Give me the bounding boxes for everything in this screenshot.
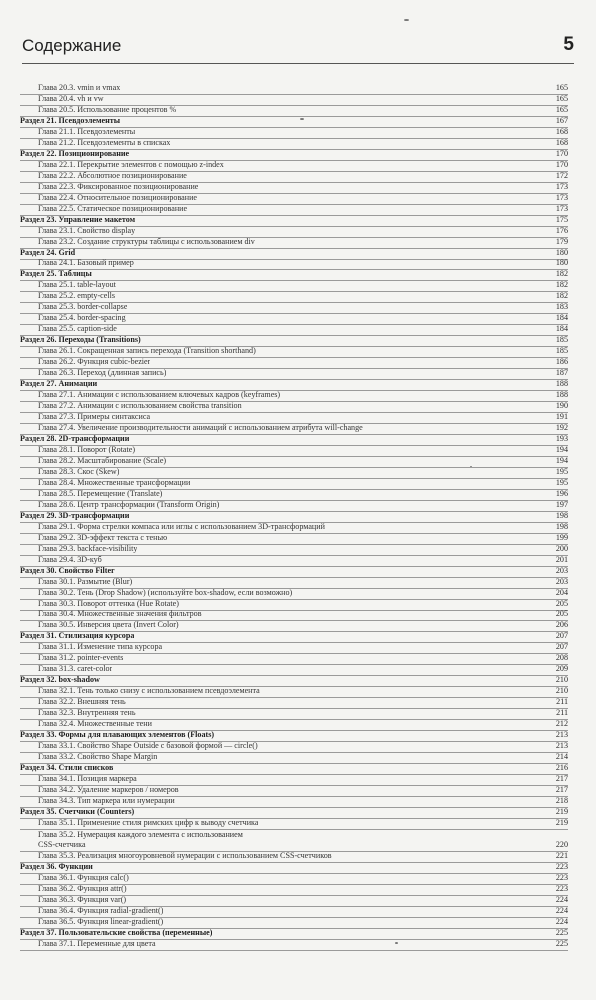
- toc-entry-title: Глава 21.1. Псевдоэлементы: [38, 126, 136, 136]
- toc-entry-title: Глава 25.5. caption-side: [38, 324, 117, 334]
- toc-page-number: 168: [555, 137, 568, 147]
- toc-entry-title: Раздел 25. Таблицы: [20, 269, 92, 279]
- toc-page-number: 201: [555, 554, 568, 564]
- toc-page-number: 224: [555, 916, 568, 926]
- toc-page-number: 207: [555, 631, 568, 641]
- header-divider: [22, 63, 574, 64]
- toc-page-number: 182: [555, 269, 568, 279]
- toc-entry-title: Глава 30.5. Инверсия цвета (Invert Color): [38, 620, 179, 630]
- toc-entry-title: Глава 28.3. Скос (Skew): [38, 466, 120, 476]
- toc-page-number: 185: [555, 346, 568, 356]
- toc-entry-title: Глава 36.1. Функция calc(): [38, 872, 129, 882]
- toc-entry-title: Глава 22.2. Абсолютное позиционирование: [38, 170, 187, 180]
- toc-entry-title: Глава 29.3. backface-visibility: [38, 543, 138, 553]
- toc-page-number: 165: [555, 82, 568, 92]
- toc-page-number: 210: [555, 686, 568, 696]
- toc-page-number: 216: [555, 763, 568, 773]
- toc-entry-title: Глава 21.2. Псевдоэлементы в списках: [38, 137, 171, 147]
- toc-page-number: 214: [555, 752, 568, 762]
- toc-entry-title: Раздел 37. Пользовательские свойства (переменные): [20, 927, 213, 937]
- toc-entry-title: Глава 37.1. Переменные для цвета: [38, 938, 156, 948]
- toc-entry-title: Глава 25.4. border-spacing: [38, 313, 126, 323]
- toc-page-number: 179: [555, 236, 568, 246]
- toc-entry-title: Глава 31.1. Изменение типа курсора: [38, 642, 163, 652]
- table-of-contents: [20, 84, 568, 951]
- toc-entry-title: Глава 28.1. Поворот (Rotate): [38, 444, 136, 454]
- toc-entry-title: Глава 24.1. Базовый пример: [38, 258, 134, 268]
- toc-entry-title: Глава 30.4. Множественные значения фильтров: [38, 609, 202, 619]
- toc-page-number: 167: [555, 115, 568, 125]
- toc-entry-title: Глава 28.6. Центр трансформации (Transform Origin): [38, 499, 220, 509]
- toc-page-number: 185: [555, 335, 568, 345]
- toc-page-number: 203: [555, 576, 568, 586]
- toc-page-number: 205: [555, 598, 568, 608]
- toc-entry-title: Глава 31.3. caret-color: [38, 664, 113, 674]
- toc-page-number: 170: [555, 159, 568, 169]
- toc-page-number: 183: [555, 302, 568, 312]
- toc-chapter-entry: [20, 830, 568, 841]
- toc-entry-title: Глава 23.1. Свойство display: [38, 225, 136, 235]
- toc-chapter-entry: [20, 852, 568, 863]
- toc-page-number: 199: [555, 532, 568, 542]
- toc-entry-title: Раздел 31. Стилизация курсора: [20, 631, 135, 641]
- toc-page-number: 191: [555, 412, 568, 422]
- toc-page-number: 184: [555, 313, 568, 323]
- toc-page-number: 175: [555, 214, 568, 224]
- toc-page-number: 176: [555, 225, 568, 235]
- toc-entry-title: Глава 29.1. Форма стрелки компаса или иглы с использованием 3D-трансформаций: [38, 521, 325, 531]
- toc-entry-title: Глава 26.2. Функция cubic-bezier: [38, 357, 151, 367]
- toc-page-number: 219: [555, 817, 568, 827]
- toc-entry-title: Глава 33.2. Свойство Shape Margin: [38, 752, 158, 762]
- toc-entry-title: Глава 26.1. Сокращенная запись перехода (Transition shorthand): [38, 346, 256, 356]
- toc-page-number: 195: [555, 466, 568, 476]
- toc-page-number: 219: [555, 806, 568, 816]
- toc-page-number: 182: [555, 291, 568, 301]
- toc-page-number: 225: [555, 938, 568, 948]
- toc-entry-title: Раздел 28. 2D-трансформации: [20, 433, 130, 443]
- toc-entry-title: Глава 20.4. vh и vw: [38, 93, 104, 103]
- toc-page-number: 224: [555, 905, 568, 915]
- toc-page-number: 210: [555, 675, 568, 685]
- toc-chapter-entry: [20, 545, 568, 556]
- toc-entry-title: Глава 30.3. Поворот оттенка (Hue Rotate): [38, 598, 179, 608]
- toc-page-number: 188: [555, 379, 568, 389]
- toc-page-number: 223: [555, 861, 568, 871]
- toc-page-number: 203: [555, 565, 568, 575]
- toc-page-number: 213: [555, 741, 568, 751]
- toc-entry-title: Глава 27.1. Анимации с использованием ключевых кадров (keyframes): [38, 390, 281, 400]
- toc-entry-title: Раздел 27. Анимации: [20, 379, 98, 389]
- toc-page-number: 172: [555, 170, 568, 180]
- toc-entry-title: Глава 30.1. Размытие (Blur): [38, 576, 133, 586]
- toc-page-number: 195: [555, 477, 568, 487]
- toc-page-number: 224: [555, 894, 568, 904]
- toc-page-number: 188: [555, 390, 568, 400]
- toc-entry-title: Глава 34.3. Тип маркера или нумерации: [38, 795, 175, 805]
- page-number: 5: [563, 34, 574, 55]
- toc-page-number: 220: [555, 839, 568, 849]
- toc-page-number: 182: [555, 280, 568, 290]
- toc-chapter-entry: [20, 940, 568, 951]
- toc-entry-title: Глава 32.2. Внешняя тень: [38, 697, 126, 707]
- toc-page-number: 180: [555, 247, 568, 257]
- toc-entry-title: Глава 29.4. 3D-куб: [38, 554, 102, 564]
- scan-speck: [404, 19, 409, 21]
- toc-entry-title: Раздел 33. Формы для плавающих элементов (Floats): [20, 730, 215, 740]
- toc-entry-title: Раздел 23. Управление макетом: [20, 214, 136, 224]
- toc-entry-title: Глава 36.3. Функция var(): [38, 894, 127, 904]
- toc-page-number: 170: [555, 148, 568, 158]
- toc-chapter-entry: [20, 260, 568, 271]
- toc-entry-title: Глава 34.2. Удаление маркеров / номеров: [38, 784, 179, 794]
- toc-entry-title: Глава 22.1. Перекрытие элементов с помощью z-index: [38, 159, 224, 169]
- page-header: [22, 36, 574, 62]
- toc-chapter-entry: [20, 819, 568, 830]
- toc-page-number: 194: [555, 444, 568, 454]
- toc-entry-title: Глава 31.2. pointer-events: [38, 653, 124, 663]
- toc-entry-title: Раздел 30. Свойство Filter: [20, 565, 115, 575]
- toc-entry-title: Глава 28.5. Перемещение (Translate): [38, 488, 163, 498]
- toc-entry-title: Глава 35.2. Нумерация каждого элемента с использованием: [38, 829, 243, 839]
- toc-page-number: 206: [555, 620, 568, 630]
- toc-entry-title: Глава 35.1. Применение стиля римских цифр к выводу счетчика: [38, 817, 259, 827]
- toc-page-number: 213: [555, 730, 568, 740]
- toc-entry-title: Глава 25.1. table-layout: [38, 280, 116, 290]
- toc-page-number: 180: [555, 258, 568, 268]
- toc-entry-title: Раздел 35. Счетчики (Counters): [20, 806, 135, 816]
- toc-entry-title: Раздел 29. 3D-трансформации: [20, 510, 130, 520]
- toc-page-number: 211: [556, 697, 568, 707]
- toc-entry-title: Глава 35.3. Реализация многоуровневой нумерации с использованием CSS-счетчиков: [38, 850, 332, 860]
- toc-page-number: 200: [555, 543, 568, 553]
- toc-page-number: 197: [555, 499, 568, 509]
- toc-page-number: 190: [555, 401, 568, 411]
- toc-page-number: 168: [555, 126, 568, 136]
- toc-entry-title: Глава 22.5. Статическое позиционирование: [38, 203, 188, 213]
- toc-page-number: 207: [555, 642, 568, 652]
- toc-entry-title: Раздел 22. Позиционирование: [20, 148, 130, 158]
- toc-entry-title: Глава 20.3. vmin и vmax: [38, 82, 121, 92]
- toc-page-number: 173: [555, 181, 568, 191]
- toc-page-number: 173: [555, 192, 568, 202]
- toc-page-number: 217: [555, 784, 568, 794]
- toc-page-number: 217: [555, 774, 568, 784]
- toc-entry-title: Глава 25.3. border-collapse: [38, 302, 128, 312]
- toc-page-number: 198: [555, 510, 568, 520]
- toc-page-number: 209: [555, 664, 568, 674]
- toc-entry-title: Глава 33.1. Свойство Shape Outside с базовой формой — circle(): [38, 741, 258, 751]
- toc-entry-title: Раздел 24. Grid: [20, 247, 76, 257]
- toc-chapter-entry: [20, 238, 568, 249]
- toc-entry-title: Глава 36.2. Функция attr(): [38, 883, 127, 893]
- toc-page-number: 225: [555, 927, 568, 937]
- toc-page-number: 208: [555, 653, 568, 663]
- toc-chapter-entry: [20, 369, 568, 380]
- toc-page-number: 184: [555, 324, 568, 334]
- toc-entry-title: Глава 27.4. Увеличение производительности анимаций с использованием атрибута will-change: [38, 423, 363, 433]
- toc-entry-title: CSS-счетчика: [38, 839, 86, 849]
- toc-page-number: 193: [555, 433, 568, 443]
- toc-entry-title: Глава 22.3. Фиксированное позиционирование: [38, 181, 199, 191]
- toc-entry-title: Глава 26.3. Переход (длинная запись): [38, 368, 167, 378]
- toc-entry-title: Раздел 36. Функции: [20, 861, 93, 871]
- toc-entry-title: Глава 22.4. Относительное позиционирование: [38, 192, 198, 202]
- toc-entry-title: Раздел 34. Стили списков: [20, 763, 114, 773]
- toc-entry-title: Глава 32.1. Тень только снизу с использованием псевдоэлемента: [38, 686, 260, 696]
- toc-entry-title: Глава 28.2. Масштабирование (Scale): [38, 455, 167, 465]
- toc-entry-title: Глава 28.4. Множественные трансформации: [38, 477, 191, 487]
- toc-entry-title: Глава 27.2. Анимации с использованием свойства transition: [38, 401, 242, 411]
- toc-page-number: 223: [555, 883, 568, 893]
- toc-page-number: 173: [555, 203, 568, 213]
- toc-entry-title: Глава 29.2. 3D-эффект текста с тенью: [38, 532, 168, 542]
- toc-page-number: 212: [555, 719, 568, 729]
- toc-page-number: 165: [555, 93, 568, 103]
- page-title: Содержание: [22, 36, 122, 55]
- toc-entry-title: Глава 30.2. Тень (Drop Shadow) (используйте box-shadow, если возможно): [38, 587, 293, 597]
- toc-page-number: 204: [555, 587, 568, 597]
- toc-page-number: 186: [555, 357, 568, 367]
- toc-entry-title: Глава 25.2. empty-cells: [38, 291, 116, 301]
- toc-entry-title: Глава 32.3. Внутренняя тень: [38, 708, 136, 718]
- toc-entry-title: Глава 27.3. Примеры синтаксиса: [38, 412, 151, 422]
- toc-page-number: 165: [555, 104, 568, 114]
- toc-page-number: 218: [555, 795, 568, 805]
- toc-page-number: 223: [555, 872, 568, 882]
- toc-page-number: 196: [555, 488, 568, 498]
- toc-entry-title: Глава 36.5. Функция linear-gradient(): [38, 916, 164, 926]
- toc-entry-title: Раздел 32. box-shadow: [20, 675, 100, 685]
- toc-page-number: 211: [556, 708, 568, 718]
- toc-entry-title: Раздел 26. Переходы (Transitions): [20, 335, 141, 345]
- toc-page-number: 221: [555, 850, 568, 860]
- toc-entry-title: Глава 34.1. Позиция маркера: [38, 774, 137, 784]
- toc-entry-title: Глава 32.4. Множественные тени: [38, 719, 152, 729]
- toc-entry-title: Глава 36.4. Функция radial-gradient(): [38, 905, 164, 915]
- toc-page-number: 187: [555, 368, 568, 378]
- toc-chapter-entry: [20, 665, 568, 676]
- toc-entry-title: Глава 20.5. Использование процентов %: [38, 104, 177, 114]
- toc-page-number: 205: [555, 609, 568, 619]
- toc-entry-title: Раздел 21. Псевдоэлементы: [20, 115, 121, 125]
- toc-page-number: 194: [555, 455, 568, 465]
- toc-page-number: 192: [555, 423, 568, 433]
- toc-entry-title: Глава 23.2. Создание структуры таблицы с использованием div: [38, 236, 255, 246]
- toc-page-number: 198: [555, 521, 568, 531]
